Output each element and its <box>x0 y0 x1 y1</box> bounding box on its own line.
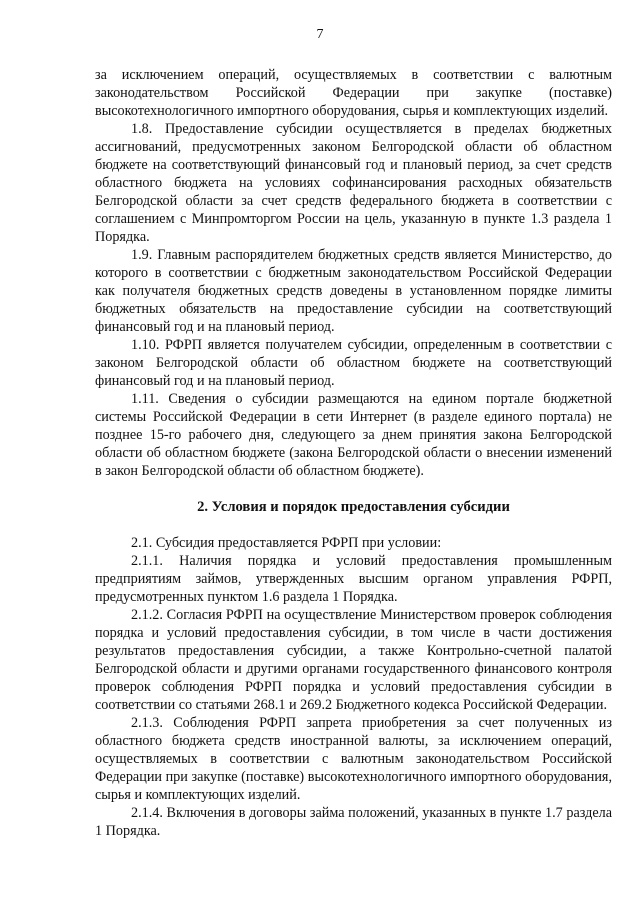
paragraph-1-10: 1.10. РФРП является получателем субсидии, определенным в соответствии с законом Белгородской области об областном бюджете на соответствующий финансовый год и на плановый период. <box>95 337 612 389</box>
paragraph-2-1-3: 2.1.3. Соблюдения РФРП запрета приобретения за счет полученных из областного бюджета средств иностранной валюты, за исключением операций, осуществляемых в соответствии с валютным законодательством Российской Федерации при закупке (поставке) высокотехнологичного импортного оборудования, сырья и комплектующих изделий. <box>95 715 612 803</box>
paragraph-2-1: 2.1. Субсидия предоставляется РФРП при условии: <box>131 535 442 551</box>
paragraph-2-1-4: 2.1.4. Включения в договоры займа положений, указанных в пункте 1.7 раздела 1 Порядка. <box>95 805 612 839</box>
paragraph-1-11: 1.11. Сведения о субсидии размещаются на едином портале бюджетной системы Российской Федерации в сети Интернет (в разделе единого портала) не позднее 15-го рабочего дня, следующего за днем принятия закона Белгородской области об областном бюджете (закона Белгородской области о внесении изменений в закон Белгородской области об областном бюджете). <box>95 391 612 479</box>
document-body <box>95 66 612 840</box>
page-number: 7 <box>316 27 324 42</box>
paragraph-1-9: 1.9. Главным распорядителем бюджетных средств является Министерство, до которого в соответствии с бюджетным законодательством Российской Федерации как получателя бюджетных средств доведены в установленном порядке лимиты бюджетных обязательств на предоставление субсидии на соответствующий финансовый год и на плановый период. <box>95 247 612 335</box>
spacer <box>95 516 612 534</box>
paragraph-2-1-2: 2.1.2. Согласия РФРП на осуществление Министерством проверок соблюдения порядка и условий предоставления субсидии, в том числе в части достижения результатов предоставления субсидии, а также Контрольно-счетной палатой Белгородской области и другими органами государственного финансового контроля проверок соблюдения РФРП порядка и условий предоставления субсидии в соответствии со статьями 268.1 и 269.2 Бюджетного кодекса Российской Федерации. <box>95 607 612 713</box>
spacer <box>95 480 612 498</box>
paragraph-1-8: 1.8. Предоставление субсидии осуществляется в пределах бюджетных ассигнований, предусмотренных законом Белгородской области об областном бюджете на соответствующий финансовый год и плановый период, за счет средств областного бюджета на условиях софинансирования расходных обязательств Белгородской области за счет средств федерального бюджета в соответствии с соглашением с Минпромторгом России на цель, указанную в пункте 1.3 раздела 1 Порядка. <box>95 121 612 245</box>
section-heading: 2. Условия и порядок предоставления субсидии <box>197 499 510 515</box>
paragraph-continuation: за исключением операций, осуществляемых в соответствии с валютным законодательством Российской Федерации при закупке (поставке) высокотехнологичного импортного оборудования, сырья и комплектующих изделий. <box>95 67 612 119</box>
paragraph-2-1-1: 2.1.1. Наличия порядка и условий предоставления промышленным предприятиям займов, утвержденных высшим органом управления РФРП, предусмотренных пунктом 1.6 раздела 1 Порядка. <box>95 553 612 605</box>
